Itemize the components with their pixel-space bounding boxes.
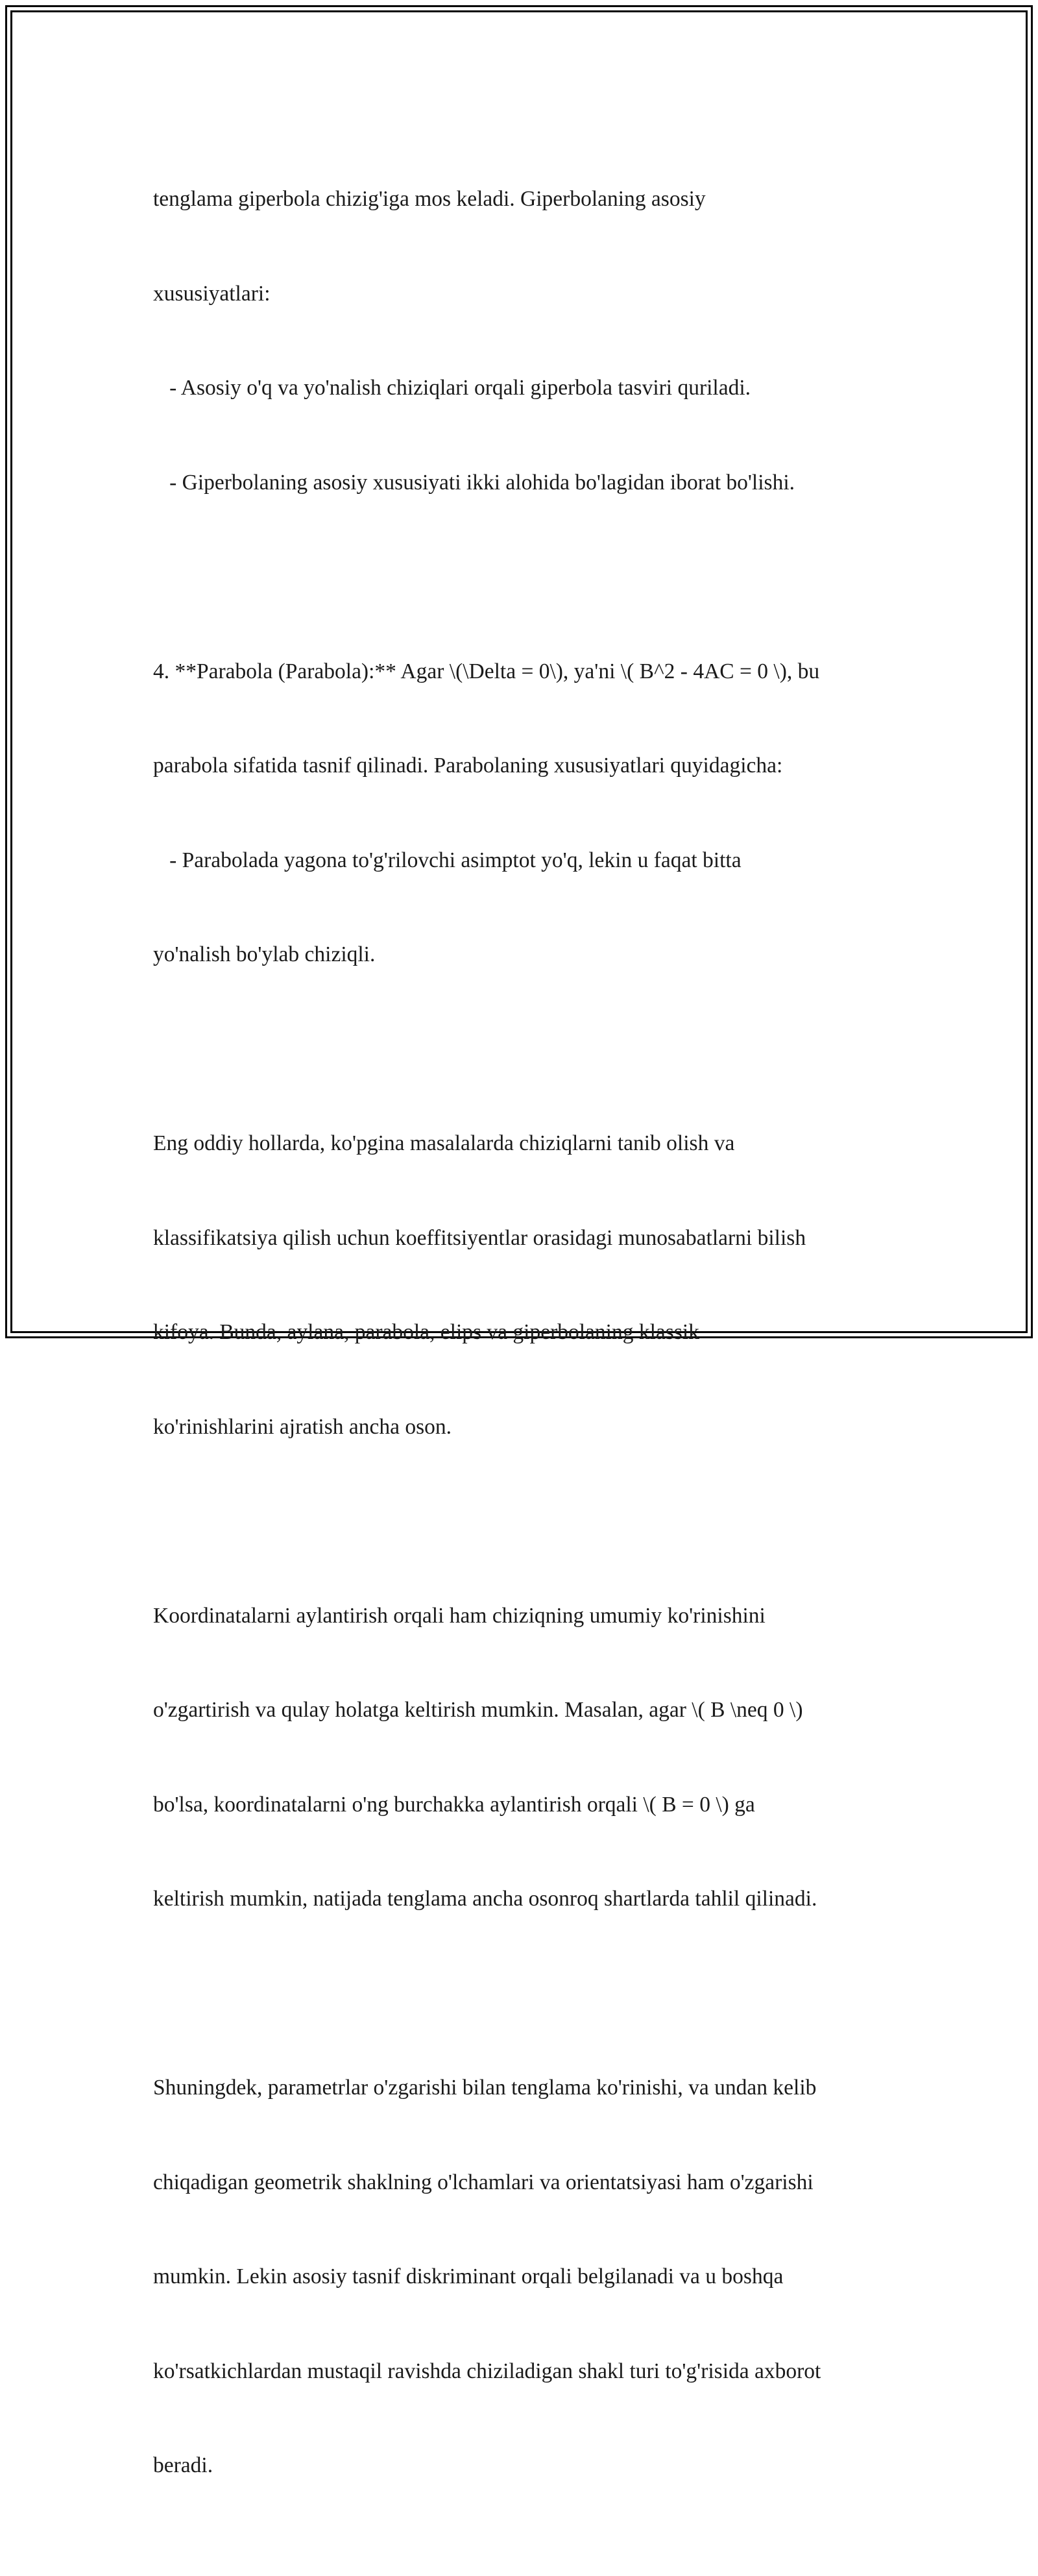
text-line: beradi. (153, 2453, 213, 2477)
paragraph-parameters (153, 2009, 893, 2545)
text-line: klassifikatsiya qilish uchun koeffitsiyentlar orasidagi munosabatlarni bilish (153, 1225, 806, 1250)
text-line: Eng oddiy hollarda, ko'pgina masalalarda chiziqlarni tanib olish va (153, 1131, 735, 1155)
document-body (153, 121, 893, 2576)
list-item: - Parabolada yagona to'g'rilovchi asimptot yo'q, lekin u faqat bitta (153, 848, 742, 872)
text-line: xususiyatlari: (153, 281, 271, 306)
text-line: parabola sifatida tasnif qilinadi. Parabolaning xususiyatlari quyidagicha: (153, 754, 783, 778)
text-line: Shuningdek, parametrlar o'zgarishi bilan tenglama ko'rinishi, va undan kelib (153, 2076, 817, 2100)
text-line: tenglama giperbola chizig'iga mos keladi. Giperbolaning asosiy (153, 187, 706, 211)
paragraph-parabola (153, 593, 893, 1034)
paragraph-coordinate-rotation (153, 1538, 893, 1978)
text-line: Koordinatalarni aylantirish orqali ham chiziqning umumiy ko'rinishini (153, 1603, 766, 1628)
list-item: - Giperbolaning asosiy xususiyati ikki alohida bo'lagidan iborat bo'lishi. (153, 470, 795, 495)
text-line: bo'lsa, koordinatalarni o'ng burchakka aylantirish orqali \( B = 0 \) ga (153, 1792, 755, 1817)
text-line: o'zgartirish va qulay holatga keltirish mumkin. Masalan, agar \( B \neq 0 \) (153, 1698, 803, 1722)
paragraph-hyperbola-properties (153, 121, 893, 561)
text-line: ko'rinishlarini ajratish ancha oson. (153, 1414, 452, 1439)
text-line: yo'nalish bo'ylab chiziqli. (153, 942, 376, 966)
text-line: ko'rsatkichlardan mustaqil ravishda chiziladigan shakl turi to'g'risida axborot (153, 2359, 821, 2383)
list-item: - Asosiy o'q va yo'nalish chiziqlari orqali giperbola tasviri quriladi. (153, 376, 751, 400)
paragraph-simple-cases (153, 1065, 893, 1506)
text-line: mumkin. Lekin asosiy tasnif diskriminant orqali belgilanadi va u boshqa (153, 2264, 784, 2288)
text-line: kifoya. Bunda, aylana, parabola, elips va giperbolaning klassik (153, 1320, 699, 1344)
text-line: chiqadigan geometrik shaklning o'lchamlari va orientatsiyasi ham o'zgarishi (153, 2170, 814, 2194)
text-line: keltirish mumkin, natijada tenglama ancha osonroq shartlarda tahlil qilinadi. (153, 1887, 817, 1911)
text-line: 4. **Parabola (Parabola):** Agar \(\Delta = 0\), ya'ni \( B^2 - 4AC = 0 \), bu (153, 659, 820, 683)
